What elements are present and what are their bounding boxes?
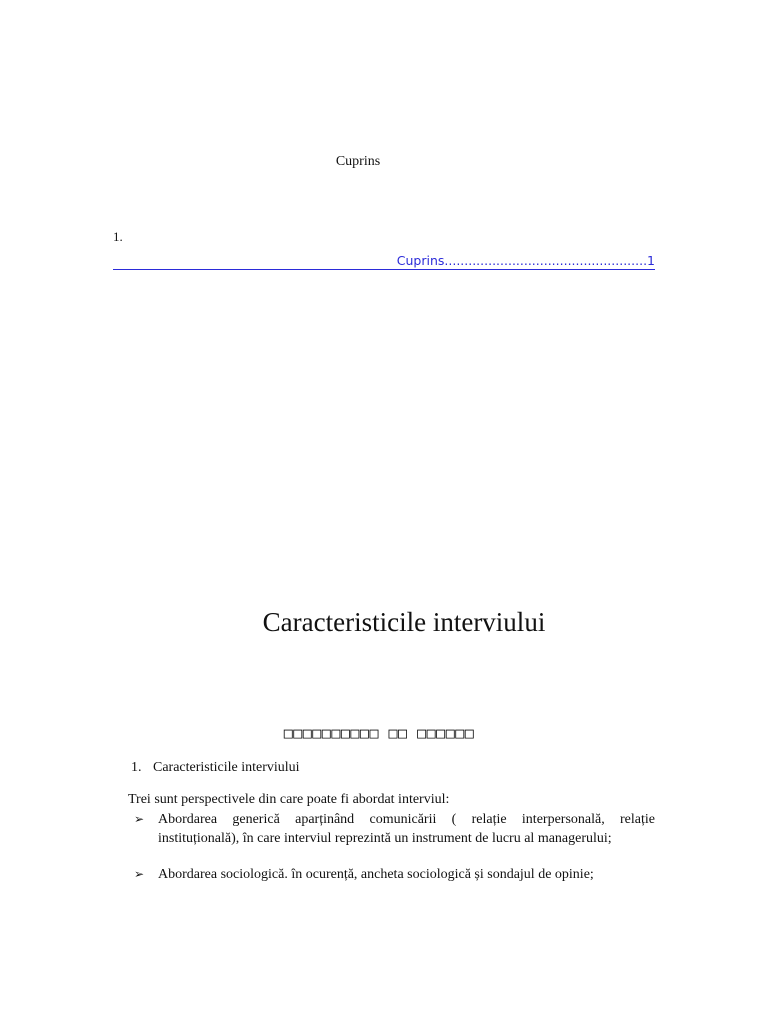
section-title: Caracteristicile interviului [153, 760, 300, 775]
numbered-section-heading [131, 760, 300, 776]
bullet-text: Abordarea generică aparținând comunicării ( relație interpersonală, relație instituțională), în care interviul reprezintă un instrument de lucru al managerului; [158, 812, 655, 846]
bullet-item [134, 810, 655, 848]
section-number: 1. [131, 760, 142, 775]
unrendered-heading: □□□□□□□□□□ □□ □□□□□□ [283, 724, 475, 742]
bullet-text: Abordarea sociologică. în ocurență, ancheta sociologică și sondajul de opinie; [158, 867, 594, 882]
intro-paragraph: Trei sunt perspectivele din care poate fi abordat interviul: [128, 792, 450, 807]
main-heading: Caracteristicile interviului [262, 607, 546, 637]
toc-title: Cuprins [335, 154, 381, 169]
toc-entry-link[interactable]: Cuprins...................................................1 [113, 252, 655, 270]
arrow-bullet-icon: ➢ [134, 812, 145, 826]
bullet-item [134, 865, 655, 884]
toc-entry-number: 1. [113, 229, 123, 244]
arrow-bullet-icon: ➢ [134, 867, 145, 881]
